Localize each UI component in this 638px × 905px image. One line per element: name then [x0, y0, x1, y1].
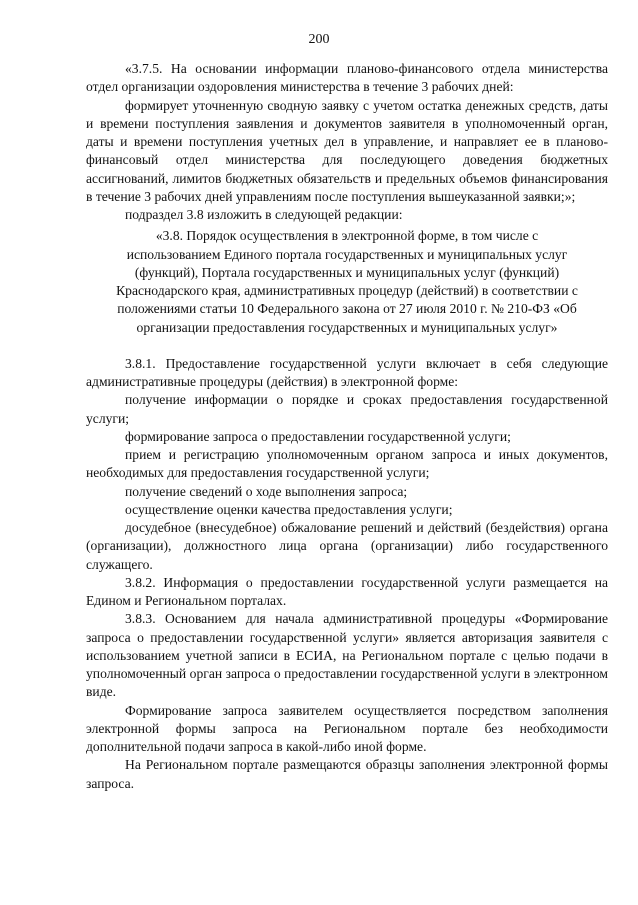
list-item-quality-rating: осуществление оценки качества предоставления услуги;: [125, 501, 453, 517]
paragraph-3-8-3: 3.8.3. Основанием для начала административной процедуры «Формирование запроса о предоставлении государственной услуги» является авторизация заявителя с использованием учетной записи в ЕСИА, на Региональном портале с целью подачи в уполномоченный орган запроса о предоставлении государственной услуги в электронном виде.: [86, 611, 608, 700]
paragraph-samples: На Региональном портале размещаются образцы заполнения электронной формы запроса.: [86, 757, 608, 791]
paragraph-forms-request: формирует уточненную сводную заявку с учетом остатка денежных средств, даты и времени поступления заявления и документов заявителя в уполномоченный орган, даты и времени поступления учетных дел в управление, и направляет ее в планово-финансовый отдел министерства для последующего доведения бюджетных ассигнований, лимитов бюджетных обязательств и предельных объемов финансирования в течение 3 рабочих дней управлениям после поступления вышеуказанной заявки;»;: [86, 97, 608, 204]
paragraph-subsection-intro: подраздел 3.8 изложить в следующей редакции:: [125, 207, 403, 222]
paragraph-request-forming: Формирование запроса заявителем осуществляется посредством заполнения электронной формы запроса на Региональном портале без необходимости дополнительной подачи запроса в какой-либо иной форме.: [86, 702, 608, 754]
list-item-get-info: получение информации о порядке и сроках предоставления государственной услуги;: [86, 392, 608, 426]
list-item-receive-register: прием и регистрацию уполномоченным органом запроса и иных документов, необходимых для предоставления государственной услуги;: [86, 447, 608, 481]
paragraph-3-8-2: 3.8.2. Информация о предоставлении государственной услуги размещается на Едином и Региональном порталах.: [86, 574, 608, 608]
list-item-get-status: получение сведений о ходе выполнения запроса;: [125, 483, 408, 499]
paragraph-3-8-1: 3.8.1. Предоставление государственной услуги включает в себя следующие административные процедуры (действия) в электронной форме:: [86, 355, 608, 389]
list-item-form-request: формирование запроса о предоставлении государственной услуги;: [125, 428, 511, 444]
list-item-appeal: досудебное (внесудебное) обжалование решений и действий (бездействия) органа (организации), должностного лица органа (организации) либо государственного служащего.: [86, 520, 608, 572]
page-number: 200: [308, 32, 330, 47]
document-body: [86, 60, 608, 793]
paragraph-3-7-5: «3.7.5. На основании информации планово-финансового отдела министерства отдел организации оздоровления министерства в течение 3 рабочих дней:: [86, 61, 608, 95]
section-heading-3-8: «3.8. Порядок осуществления в электронной форме, в том числе с использованием Единого портала государственных и муниципальных услуг (функций), Портала государственных и муниципальных услуг (функций) Краснодарского края, административных процедур (действий) в соответствии с положениями статьи 10 Федерального закона от 27 июля 2010 г. № 210-ФЗ «Об организации предоставления государственных и муниципальных услуг»: [116, 228, 578, 335]
